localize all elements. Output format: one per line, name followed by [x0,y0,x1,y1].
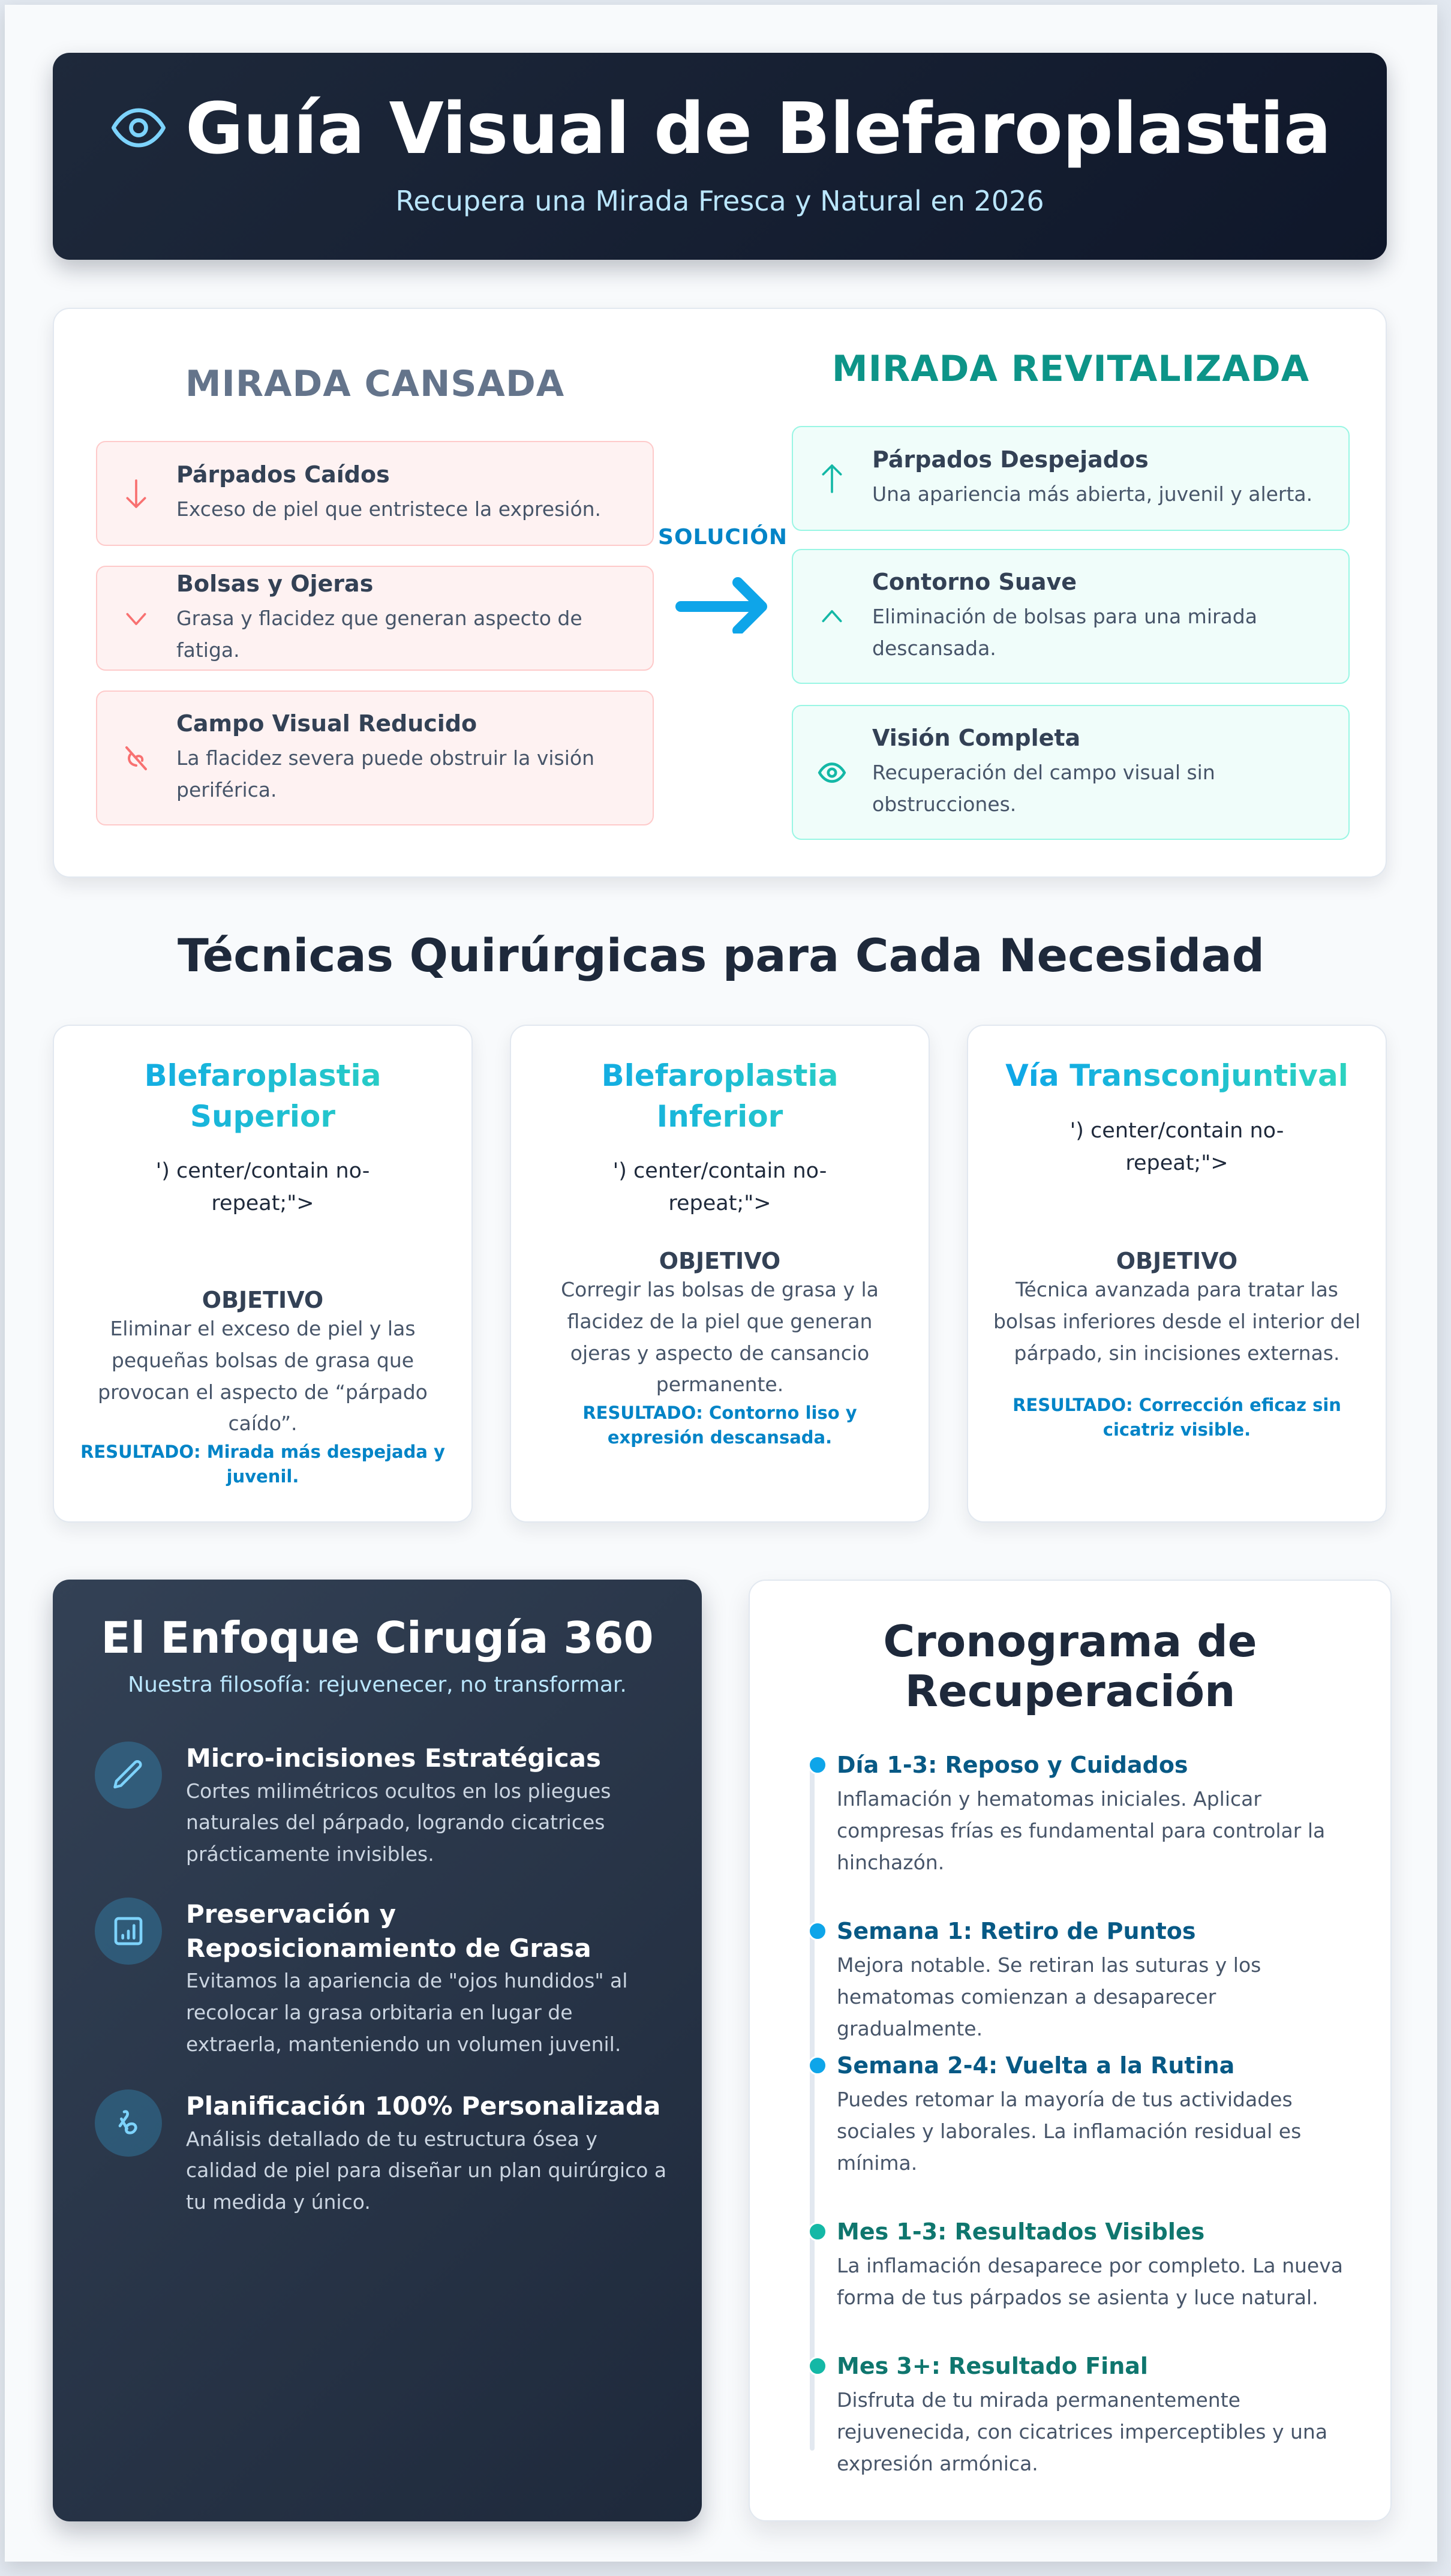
timeline-title: Cronograma de Recuperación [883,1616,1257,1716]
solution-indicator [654,525,792,636]
objective-label: OBJETIVO [1116,1248,1238,1274]
infographic-page [5,5,1437,2562]
before-item-drooping-lids: Párpados Caídos Exceso de piel que entristece la expresión. [96,441,654,546]
timeline-dot [808,2356,827,2376]
timeline-step: Semana 1: Retiro de Puntos Mejora notable. Se retiran las suturas y los hematomas comienzan a desaparecer gradualmente. [837,1917,1354,2045]
before-title: MIRADA CANSADA [185,363,565,405]
objective-text: Eliminar el exceso de piel y las pequeñas bolsas de grasa que provocan el aspecto de “párpado caído”. [98,1317,428,1436]
after-item-smooth-contour: Contorno Suave Eliminación de bolsas para una mirada descansada. [792,549,1350,684]
approach-title: El Enfoque Cirugía 360 [101,1613,654,1663]
after-item-clear-lids: Párpados Despejados Una apariencia más abierta, juvenil y alerta. [792,426,1350,531]
broken-image-markup: ') center/contain no-repeat;"> [1070,1118,1284,1175]
objective-text: Técnica avanzada para tratar las bolsas inferiores desde el interior del párpado, sin incisiones externas. [993,1278,1361,1365]
technique-title: Vía Transconjuntival [998,1056,1356,1097]
before-item-reduced-vision: Campo Visual Reducido La flacidez severa puede obstruir la visión periférica. [96,690,654,825]
result-text: RESULTADO: Corrección eficaz sin cicatriz visible. [1013,1395,1341,1440]
personalization-icon [95,2089,162,2157]
recovery-timeline-card [749,1580,1392,2521]
page-subtitle: Recupera una Mirada Fresca y Natural en 2026 [395,185,1044,217]
before-item-bags: Bolsas y Ojeras Grasa y flacidez que generan aspecto de fatiga. [96,566,654,671]
arrow-up-icon [817,462,847,496]
objective-label: OBJETIVO [202,1287,324,1313]
broken-image-markup: ') center/contain no-repeat;"> [155,1159,370,1216]
result-text: RESULTADO: Contorno liso y expresión descansada. [582,1403,857,1448]
chevron-down-icon [121,610,151,628]
technique-card-upper [53,1025,473,1523]
bar-chart-icon [95,1898,162,1965]
arrow-down-icon [121,477,151,511]
techniques-title: Técnicas Quirúrgicas para Cada Necesidad [177,929,1265,982]
before-after-comparison [53,308,1387,878]
approach-subtitle: Nuestra filosofía: rejuvenecer, no transformar. [128,1673,627,1697]
after-item-full-vision: Visión Completa Recuperación del campo visual sin obstrucciones. [792,705,1350,840]
timeline-dot [808,1922,827,1941]
timeline-dot [808,1755,827,1775]
timeline-dot [808,2222,827,2241]
technique-card-lower [510,1025,930,1523]
timeline-line [810,1761,815,2451]
feature-personalized-plan: Planificación 100% Personalizada Análisis detallado de tu estructura ósea y calidad de piel para diseñar un plan quirúrgico a tu medida y único. [95,2089,672,2218]
result-text: RESULTADO: Mirada más despejada y juvenil. [80,1442,445,1487]
eye-off-icon [121,744,151,773]
feature-micro-incisions: Micro-incisiones Estratégicas Cortes milimétricos ocultos en los pliegues naturales del párpado, logrando cicatrices prácticamente invisibles. [95,1742,672,1871]
pencil-icon [95,1742,162,1809]
timeline-step: Mes 1-3: Resultados Visibles La inflamación desaparece por completo. La nueva forma de tus párpados se asienta y luce natural. [837,2217,1354,2314]
eye-icon [817,757,847,788]
timeline-dot [808,2056,827,2075]
objective-text: Corregir las bolsas de grasa y la flacidez de la piel que generan ojeras y aspecto de cansancio permanente. [561,1278,879,1397]
arrow-right-icon [654,574,792,636]
timeline-step: Mes 3+: Resultado Final Disfruta de tu mirada permanentemente rejuvenecida, con cicatrices imperceptibles y una expresión armónica. [837,2352,1354,2480]
technique-title: Blefaroplastia Superior [84,1056,441,1137]
technique-title: Blefaroplastia Inferior [541,1056,899,1137]
solution-label: SOLUCIÓN [658,525,788,550]
page-title: Guía Visual de Blefaroplastia [185,87,1332,170]
chevron-up-icon [817,608,847,626]
timeline-step: Día 1-3: Reposo y Cuidados Inflamación y hematomas iniciales. Aplicar compresas frías es fundamental para controlar la hinchazón. [837,1751,1354,1879]
feature-fat-preservation: Preservación y Reposicionamiento de Grasa Evitamos la apariencia de "ojos hundidos" al recolocar la grasa orbitaria en lugar de extraerla, manteniendo un volumen juvenil. [95,1898,672,2061]
after-title: MIRADA REVITALIZADA [831,348,1310,390]
technique-card-transconjunctival [967,1025,1387,1523]
approach-card [53,1580,702,2521]
objective-label: OBJETIVO [659,1248,781,1274]
eye-icon [109,98,169,160]
timeline-step: Semana 2-4: Vuelta a la Rutina Puedes retomar la mayoría de tus actividades sociales y laborales. La inflamación residual es mínima. [837,2051,1354,2179]
hero-header [53,53,1387,260]
broken-image-markup: ') center/contain no-repeat;"> [612,1159,827,1216]
